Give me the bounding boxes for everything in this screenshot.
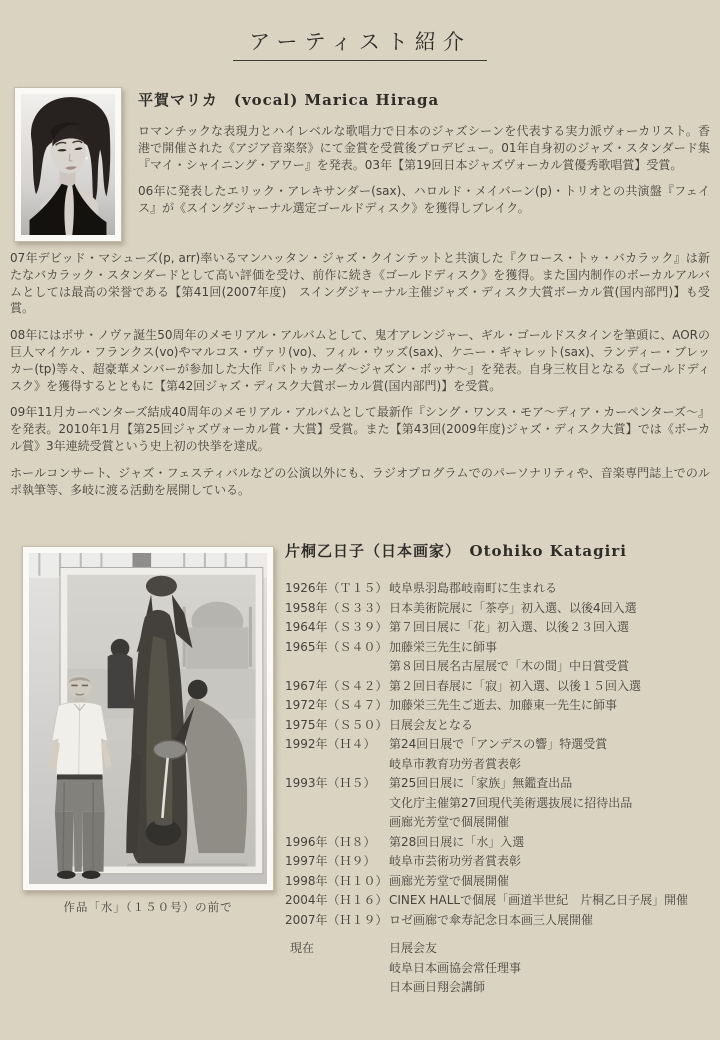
timeline-year: 1967年（Ｓ４２）	[285, 678, 388, 693]
timeline-row	[285, 813, 710, 833]
timeline-year: 1926年（Ｔ１５）	[285, 581, 388, 596]
timeline-event: 第25回日展に「家族」無鑑査出品	[389, 776, 573, 791]
timeline-row	[285, 872, 710, 892]
timeline-row	[285, 852, 710, 872]
timeline-row	[285, 735, 710, 755]
timeline-event: 岐阜県羽島郡岐南町に生まれる	[389, 581, 558, 596]
timeline-event: 岐阜市教育功労者賞表彰	[389, 756, 522, 771]
timeline-row	[285, 774, 710, 794]
timeline-event: 文化庁主催第27回現代美術選抜展に招待出品	[389, 795, 633, 810]
timeline-year: 1997年（Ｈ９）	[285, 854, 376, 869]
current-row	[285, 959, 710, 979]
katagiri-timeline	[285, 579, 710, 930]
katagiri-photo-column	[10, 538, 285, 915]
timeline-year: 1975年（Ｓ５０）	[285, 717, 388, 732]
timeline-event: 第24回日展で「アンデスの響」特選受賞	[389, 737, 608, 752]
hiraga-name-heading: 平賀マリカ (vocal) Marica Hiraga	[138, 91, 440, 109]
katagiri-photo-image	[29, 553, 267, 884]
hiraga-bio-paragraph-6: ホールコンサート、ジャズ・フェスティバルなどの公演以外にも、ラジオプログラムでのパーソナリティや、音楽専門誌上でのルポ執筆等、多岐に渡る活動を展開している。	[10, 465, 710, 497]
timeline-row	[285, 657, 710, 677]
timeline-event: 日展会友となる	[389, 717, 474, 732]
current-item: 岐阜日本画協会常任理事	[389, 960, 522, 975]
timeline-year: 1958年（Ｓ３３）	[285, 600, 388, 615]
katagiri-text-column	[285, 538, 710, 998]
timeline-event: CINEX HALLで個展「画道半世紀 片桐乙日子展」開催	[389, 893, 689, 908]
hiraga-bio-paragraph-2: 06年に発表したエリック・アレキサンダー(sax)、ハロルド・メイバーン(p)・トリオとの共演盤『フェイス』が《スイングジャーナル選定ゴールドディスク》を獲得しブレイク。	[138, 184, 710, 216]
timeline-year: 1964年（Ｓ３９）	[285, 620, 388, 635]
hiraga-bio-paragraph-1: ロマンチックな表現力とハイレベルな歌唱力で日本のジャズシーンを代表する実力派ヴォーカリスト。香港で開催された《アジア音楽祭》にて金賞を受賞後プロデビュー。01年自身初のジャズ・スタンダード集『マイ・シャイニング・アワー』を発表。03年【第19回日本ジャズヴォーカル賞優秀歌唱賞】受賞。	[138, 124, 710, 172]
timeline-year: 2004年（Ｈ１６）	[285, 893, 388, 908]
katagiri-current-status	[285, 939, 710, 998]
timeline-row	[285, 677, 710, 697]
timeline-event: 日本美術院展に「茶亭」初入選、以後4回入選	[389, 600, 637, 615]
current-item: 日展会友	[389, 941, 438, 956]
section-katagiri	[10, 538, 710, 998]
timeline-year	[285, 657, 389, 677]
timeline-event: 画廊光芳堂で個展開催	[389, 873, 510, 888]
timeline-event: 加藤栄三先生ご逝去、加藤東一先生に師事	[389, 698, 618, 713]
timeline-row	[285, 638, 710, 658]
katagiri-photo-caption: 作品「水」（１５０号）の前で	[63, 900, 233, 915]
hiraga-photo	[14, 87, 122, 242]
katagiri-photo	[22, 546, 274, 891]
timeline-year: 1992年（Ｈ４）	[285, 737, 376, 752]
timeline-year: 1998年（Ｈ１０）	[285, 873, 388, 888]
timeline-row	[285, 599, 710, 619]
timeline-row	[285, 618, 710, 638]
timeline-row	[285, 891, 710, 911]
current-row	[285, 939, 710, 959]
page-title	[10, 26, 710, 61]
hiraga-bio-paragraph-3: 07年デビッド・マシューズ(p, arr)率いるマンハッタン・ジャズ・クインテットと共演した『クロース・トゥ・バカラック』は新たなバカラック・スタンダードとして高い評価を受け、前作に続き《ゴールドディスク》を獲得。また国内制作のボーカルアルバムとしては最高の栄誉である【第41回(2007年度) スイングジャーナル主催ジャズ・ディスク大賞ボーカル賞(国内部門)】も受賞。	[10, 251, 710, 316]
timeline-row	[285, 833, 710, 853]
timeline-row	[285, 755, 710, 775]
current-item: 日本画日翔会講師	[389, 980, 486, 995]
timeline-event: ロゼ画廊で傘寿記念日本画三人展開催	[389, 912, 594, 927]
timeline-event: 画廊光芳堂で個展開催	[389, 815, 510, 830]
timeline-event: 第８回日展名古屋展で「木の間」中日賞受賞	[389, 659, 630, 674]
timeline-year: 1996年（Ｈ８）	[285, 834, 376, 849]
timeline-year: 2007年（Ｈ１９）	[285, 912, 388, 927]
katagiri-name-heading: 片桐乙日子（日本画家） Otohiko Katagiri	[285, 542, 627, 561]
timeline-event: 第２回日春展に「寂」初入選、以後１５回入選	[389, 678, 642, 693]
timeline-year	[285, 813, 389, 833]
timeline-row	[285, 794, 710, 814]
timeline-event: 第７回日展に「花」初入選、以後２３回入選	[389, 620, 630, 635]
timeline-row	[285, 696, 710, 716]
timeline-year: 1972年（Ｓ４７）	[285, 698, 388, 713]
current-row	[285, 978, 710, 998]
hiraga-bio-paragraph-4: 08年にはボサ・ノヴァ誕生50周年のメモリアル・アルバムとして、鬼才アレンジャー、ギル・ゴールドスタインを筆頭に、AORの巨人マイケル・フランクス(vo)やマルコス・ヴァリ(vo)、フィル・ウッズ(sax)、ケニー・ギャレット(sax)、ランディー・ブレッカー(tp)等々、超豪華メンバーが参加した大作『バトゥカーダ〜ジャズン・ボッサ〜』を発表。自身三枚目となる《ゴールドディスク》を獲得するとともに【第42回ジャズ・ディスク大賞ボーカル賞(国内部門)】を受賞。	[10, 328, 710, 393]
timeline-row	[285, 579, 710, 599]
page-title-text: アーティスト紹介	[233, 26, 487, 61]
timeline-row	[285, 716, 710, 736]
timeline-year	[285, 755, 389, 775]
hiraga-bio-paragraph-5: 09年11月カーペンターズ結成40周年のメモリアル・アルバムとして最新作『シング・ワンス・モア〜ディア・カーペンターズ〜』を発表。2010年1月【第25回ジャズヴォーカル賞・大賞】受賞。また【第43回(2009年度)ジャズ・ディスク大賞】では《ボーカル賞》3年連続受賞という史上初の快挙を達成。	[10, 405, 710, 453]
hiraga-portrait-image	[21, 94, 115, 235]
timeline-event: 加藤栄三先生に師事	[389, 639, 498, 654]
timeline-event: 第28回日展に「水」入選	[389, 834, 525, 849]
timeline-year	[285, 794, 389, 814]
timeline-year: 1965年（Ｓ４０）	[285, 639, 388, 654]
timeline-event: 岐阜市芸術功労者賞表彰	[389, 854, 522, 869]
timeline-year: 1993年（Ｈ５）	[285, 776, 376, 791]
timeline-row	[285, 911, 710, 931]
section-hiraga	[10, 85, 710, 498]
current-label: 現在	[290, 941, 315, 956]
